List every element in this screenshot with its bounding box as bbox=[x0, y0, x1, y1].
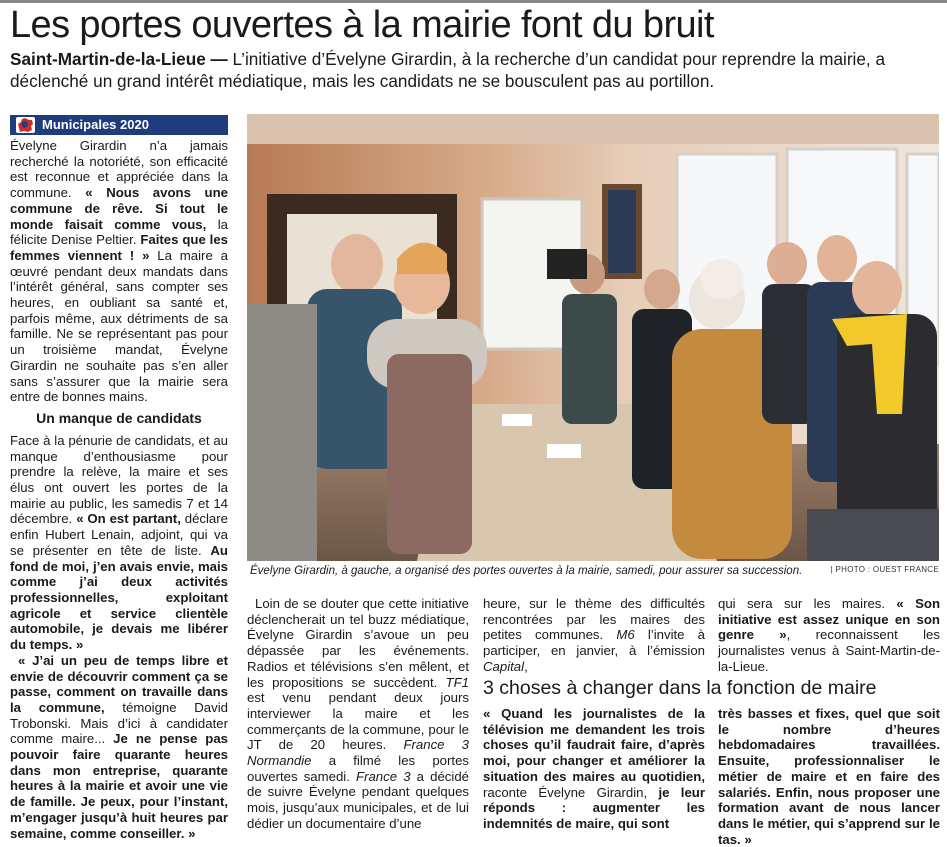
column-4-bottom bbox=[718, 706, 940, 847]
media-name: M6 bbox=[616, 627, 635, 643]
quote: « Quand les journalistes de la télévision me demandent les trois choses qu’il faudrait faire, d’après moi, pour changer et améliorer la situation des maires au quotidien, bbox=[483, 706, 705, 784]
paragraph bbox=[247, 596, 469, 832]
paragraph bbox=[483, 596, 705, 675]
paragraph bbox=[10, 433, 228, 653]
photo bbox=[247, 114, 939, 561]
text-run: , reconnaissent les journalistes venus à Saint-Martin-de-la-Lieue. bbox=[718, 627, 940, 674]
paragraph bbox=[483, 706, 705, 832]
text-run: qui sera sur les maires. bbox=[718, 596, 897, 611]
text-run: la félicite Denise Peltier. bbox=[10, 216, 229, 248]
section-heading: 3 choses à changer dans la fonction de maire bbox=[483, 677, 877, 699]
photo-credit: | PHOTO : OUEST FRANCE bbox=[830, 565, 939, 574]
text-run: l’invite à participer, en janvier, à l’émission bbox=[483, 627, 706, 659]
photo-illustration bbox=[247, 114, 939, 561]
dateline: Saint-Martin-de-la-Lieue — bbox=[10, 49, 228, 69]
column-4-top bbox=[718, 596, 940, 675]
quote: « Nous avons une commune de rêve. Si tout le monde faisait comme vous, bbox=[10, 185, 229, 232]
quote: Faites que les femmes viennent ! » bbox=[10, 232, 228, 263]
paragraph bbox=[10, 653, 228, 841]
quote: « On est partant, bbox=[76, 511, 181, 527]
text-run: Loin de se douter que cette initiative déclencherait un tel buzz médiatique, Évelyne Girardin s’avoue un peu dépassée par les événements. Radios et télévisions s’en mêlent, et les propositions se succèdent. bbox=[247, 596, 469, 690]
quote: je leur réponds : augmenter les indemnités de maire, qui sont bbox=[483, 784, 705, 831]
text-run: témoigne David Trobonski. Mais d’ici à candidater comme maire... bbox=[10, 699, 228, 747]
paragraph bbox=[718, 706, 940, 847]
column-1 bbox=[10, 115, 228, 841]
text-run: Évelyne Girardin n’a jamais recherché la notoriété, son efficacité est reconnue et appréciée dans la commune. bbox=[10, 138, 228, 201]
paragraph bbox=[718, 596, 940, 675]
france-map-icon bbox=[16, 117, 35, 133]
media-name: TF1 bbox=[445, 674, 469, 690]
text-run: La maire a œuvré pendant deux mandats dans l’intérêt général, sans compter ses heures, en oubliant sa santé et, parfois même, aux détriments de sa famille. Ne se représentant pas pour un troisième mandat, Évelyne Girardin ne souhaite pas s’en aller sans s’assurer que la mairie sera entre de bonnes mains. bbox=[10, 247, 228, 405]
text-run: Face à la pénurie de candidats, et au manque d’enthousiasme pour prendre la relève, la maire et ses élus ont ouvert les portes de la mairie au public, les samedis 7 et 14 décembre. bbox=[10, 432, 228, 527]
column-2 bbox=[247, 596, 469, 832]
quote: Au fond de moi, j’en avais envie, mais comme j’ai deux activités professionnelles, exploitant agricole et service clientèle automobile, je devais me libérer du temps. » bbox=[10, 542, 228, 653]
quote: Je ne pense pas pouvoir faire quarante heures dans mon entreprise, quarante heures à la mairie et avoir une vie de famille. Je peux, pour l’instant, m’engager jusqu’à huit heures par semaine, comme conseiller. » bbox=[10, 731, 229, 841]
photo-caption: Évelyne Girardin, à gauche, a organisé des portes ouvertes à la mairie, samedi, pour assurer sa succession. bbox=[250, 565, 803, 577]
media-name: France 3 bbox=[356, 768, 411, 784]
text-run: heure, sur le thème des difficultés rencontrées par les maires des petites communes. bbox=[483, 596, 705, 643]
text-run: , bbox=[524, 658, 528, 674]
headline: Les portes ouvertes à la mairie font du bruit bbox=[10, 4, 714, 46]
paragraph bbox=[10, 138, 228, 405]
kicker-label: Municipales 2020 bbox=[42, 117, 149, 132]
quote: « J’ai un peu de temps libre et envie de découvrir comment ça se passe, comment on travaille dans la commune, bbox=[10, 652, 228, 715]
text-run: a filmé les portes ouvertes samedi. bbox=[247, 753, 469, 784]
standfirst-text: L’initiative d’Évelyne Girardin, à la recherche d’un candidat pour reprendre la mairie, a déclenché un grand intérêt médiatique, mais les candidats ne se bousculent pas au portillon. bbox=[10, 49, 886, 91]
text-run: raconte Évelyne Girardin, bbox=[483, 784, 659, 800]
quote: très basses et fixes, quel que soit le nombre d’heures hebdomadaires travaillées. Ensuite, professionnaliser le métier de maire et en faire des salariés. Enfin, nous proposer une formation avant de nous lancer dans le métier, qui s’apprend sur le tas. » bbox=[718, 706, 940, 847]
media-name: France 3 Normandie bbox=[247, 737, 470, 769]
quote: « Son initiative est assez unique en son genre » bbox=[718, 596, 941, 643]
text-run: est venu pendant deux jours interviewer la maire et les commerçants de la commune, pour le JT de 20 heures. bbox=[247, 690, 469, 753]
text-run: déclare enfin Hubert Lenain, adjoint, qui va se présenter en tête de liste. bbox=[10, 511, 228, 558]
column-3-bottom bbox=[483, 706, 705, 832]
text-run: a décidé de suivre Évelyne pendant quelques mois, jusqu’aux municipales, et de lui dédier un documentaire d’une bbox=[247, 768, 469, 831]
section-kicker bbox=[10, 115, 228, 135]
media-name: Capital bbox=[483, 658, 525, 674]
standfirst bbox=[10, 48, 940, 92]
subheading: Un manque de candidats bbox=[36, 409, 202, 426]
column-3-top bbox=[483, 596, 705, 675]
